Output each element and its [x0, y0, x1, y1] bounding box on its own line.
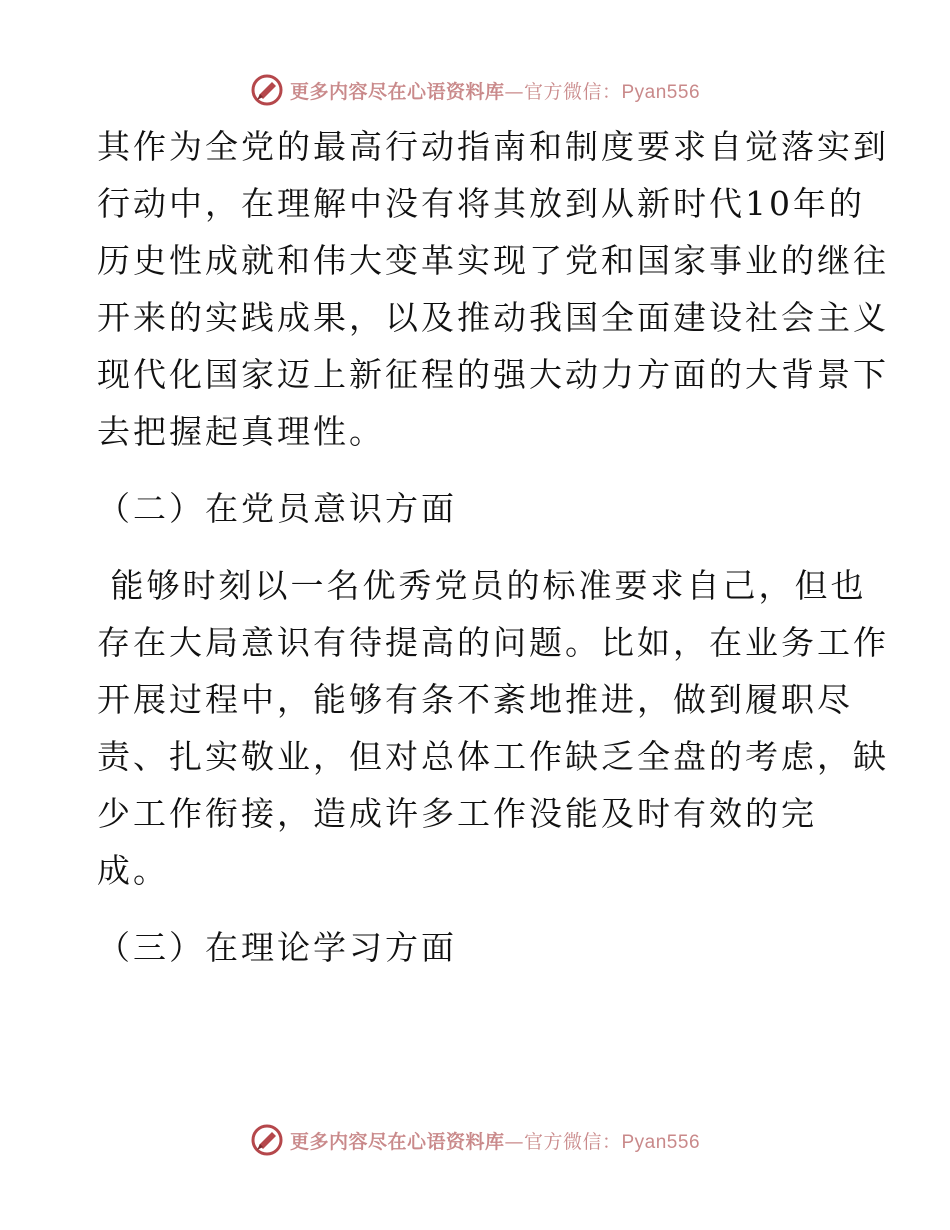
watermark-text: 更多内容尽在心语资料库—官方微信：Pyan556: [289, 1130, 701, 1153]
watermark-banner-bottom: [0, 1120, 950, 1160]
paragraph-line: 责、扎实敬业，但对总体工作缺乏全盘的考虑，缺: [97, 737, 889, 776]
paragraph-line: 开展过程中，能够有条不紊地推进，做到履职尽: [97, 680, 853, 719]
paragraph-line: 开来的实践成果，以及推动我国全面建设社会主义: [97, 298, 889, 337]
paragraph-line: 能够时刻以一名优秀党员的标准要求自己，但也: [97, 566, 867, 605]
paragraph-line: 历史性成就和伟大变革实现了党和国家事业的继往: [97, 241, 889, 280]
paragraph-line: 存在大局意识有待提高的问题。比如，在业务工作: [97, 623, 889, 662]
paragraph-line: 行动中，在理解中没有将其放到从新时代10年的: [97, 184, 865, 223]
paragraph-line: 成。: [97, 851, 169, 890]
watermark-banner-top: [0, 70, 950, 110]
paragraph-line: 其作为全党的最高行动指南和制度要求自觉落实到: [97, 127, 889, 166]
paragraph-line: 现代化国家迈上新征程的强大动力方面的大背景下: [97, 355, 889, 394]
document-body: [97, 118, 889, 976]
section-heading: （三）在理论学习方面: [97, 928, 457, 967]
section-heading: （二）在党员意识方面: [97, 489, 457, 528]
brand-logo-icon: [250, 73, 284, 107]
paragraph-line: 少工作衔接，造成许多工作没能及时有效的完: [97, 794, 817, 833]
brand-logo-icon: [250, 1123, 284, 1157]
paragraph-line: 去把握起真理性。: [97, 412, 385, 451]
watermark-text: 更多内容尽在心语资料库—官方微信：Pyan556: [289, 80, 701, 103]
